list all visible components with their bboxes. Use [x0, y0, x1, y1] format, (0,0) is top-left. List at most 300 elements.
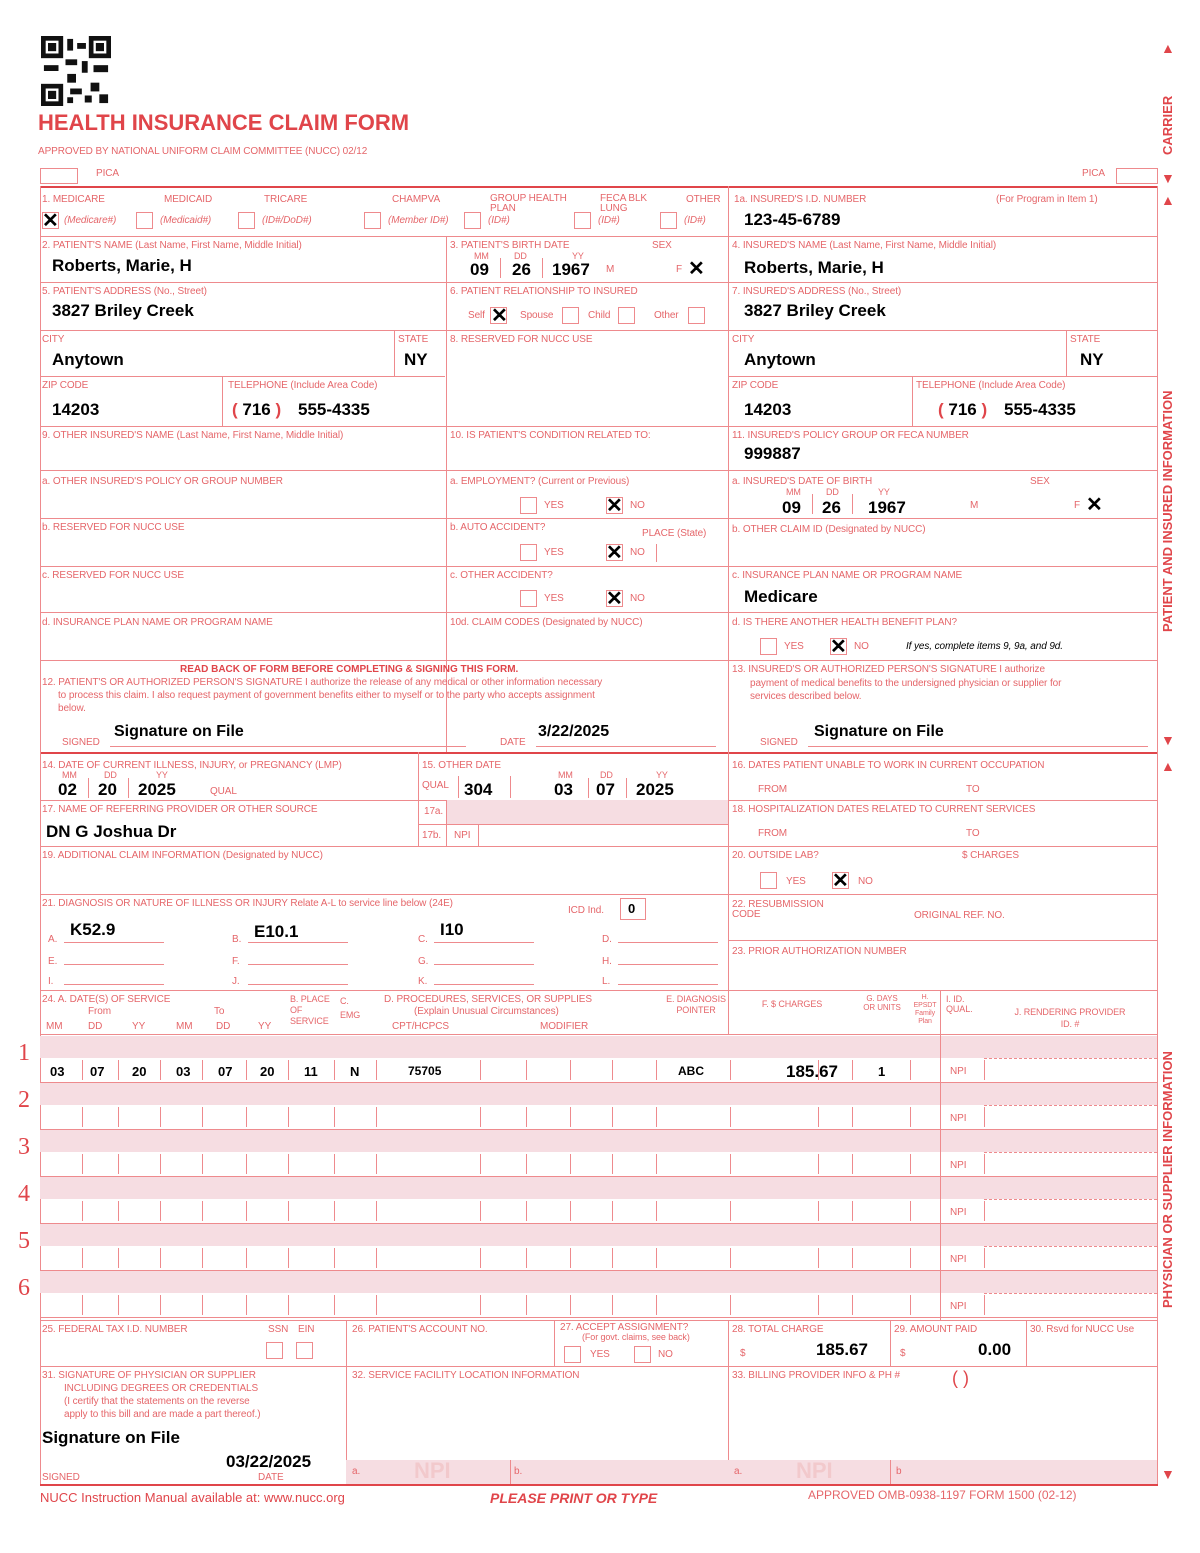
rule: [88, 778, 89, 798]
patient-arrow-down-icon: ▼: [1161, 732, 1175, 748]
line1-place-of-service[interactable]: 11: [304, 1064, 318, 1079]
service-line-shaded-row: [40, 1130, 1157, 1152]
rule: [202, 1295, 203, 1315]
box10a-label: a. EMPLOYMENT? (Current or Previous): [450, 476, 630, 487]
referring-provider-value[interactable]: DN G Joshua Dr: [46, 822, 177, 841]
bottom-rule: [40, 1484, 1158, 1486]
patient-name-value[interactable]: Roberts, Marie, H: [52, 256, 192, 275]
illness-dd[interactable]: 20: [98, 780, 117, 799]
box33-label: 33. BILLING PROVIDER INFO & PH #: [732, 1370, 900, 1381]
box11d-note: If yes, complete items 9, 9a, and 9d.: [906, 641, 1063, 652]
patient-zip-value[interactable]: 14203: [52, 400, 100, 419]
box25-label: 25. FEDERAL TAX I.D. NUMBER: [42, 1324, 188, 1335]
rule: [334, 1107, 335, 1127]
box1-feca-label: FECA BLK LUNG: [600, 193, 647, 214]
rule: [526, 1107, 527, 1127]
rule: [118, 1295, 119, 1315]
box24e-header: E. DIAGNOSIS POINTER: [666, 994, 726, 1015]
rule: [458, 776, 459, 798]
modifier-label: MODIFIER: [540, 1021, 589, 1032]
from-label: FROM: [758, 828, 788, 839]
rule: [40, 846, 1158, 847]
diagnosis-field-line[interactable]: [248, 984, 348, 985]
pica-left: PICA: [96, 168, 119, 179]
yes-label: YES: [544, 547, 564, 558]
birth-yy[interactable]: 1967: [552, 260, 590, 279]
rule: [246, 1201, 247, 1221]
box13-text: services described below.: [750, 691, 862, 702]
rule: [500, 258, 501, 278]
outside-lab-yes-checkbox[interactable]: [760, 872, 777, 889]
other-date-yy[interactable]: 2025: [636, 780, 674, 799]
rule: [418, 824, 728, 825]
line1-units[interactable]: 1: [878, 1064, 886, 1079]
rule: [82, 1107, 83, 1127]
physician-signature-date[interactable]: 03/22/2025: [226, 1452, 312, 1471]
charges-label: $ CHARGES: [962, 850, 1019, 861]
dd-label: DD: [216, 1021, 231, 1032]
pica-right: PICA: [1082, 168, 1105, 179]
rule: [1157, 186, 1158, 1484]
patient-signature-date[interactable]: 3/22/2025: [538, 723, 610, 740]
zip-label: ZIP CODE: [42, 380, 89, 391]
patient-state-value[interactable]: NY: [404, 350, 428, 369]
rule: [570, 1201, 571, 1221]
place-label: PLACE (State): [642, 528, 707, 539]
box10d-label: 10d. CLAIM CODES (Designated by NUCC): [450, 617, 643, 628]
diagnosis-field-line[interactable]: [434, 984, 534, 985]
insured-name-value[interactable]: Roberts, Marie, H: [744, 258, 884, 277]
ssn-checkbox[interactable]: [266, 1342, 283, 1359]
rule: [536, 746, 716, 747]
box33-phone-parens: ( ): [952, 1368, 969, 1388]
rule: [40, 1366, 1158, 1367]
rule: [82, 1295, 83, 1315]
box1-other-label: OTHER: [686, 194, 721, 205]
npi-label: NPI: [950, 1254, 967, 1265]
box24j-header: J. RENDERING PROVIDER ID. #: [1014, 1007, 1126, 1029]
rule: [984, 1058, 1157, 1059]
rule: [110, 746, 466, 747]
mid-rule: [40, 752, 1158, 754]
other-date-dd[interactable]: 07: [596, 780, 615, 799]
medicaid-checkbox[interactable]: [136, 212, 153, 229]
patient-address-value[interactable]: 3827 Briley Creek: [52, 301, 194, 320]
box11a-label: a. INSURED'S DATE OF BIRTH: [732, 476, 873, 487]
rule: [984, 1295, 985, 1315]
rule: [202, 1201, 203, 1221]
diagnosis-field-line[interactable]: [248, 964, 348, 965]
npi-label: NPI: [950, 1113, 967, 1124]
rule: [246, 1107, 247, 1127]
orig-ref-label: ORIGINAL REF. NO.: [914, 910, 1005, 921]
dd-label: DD: [826, 487, 839, 497]
box32b-label: b.: [514, 1466, 523, 1477]
rule: [480, 1201, 481, 1221]
diagnosis-letter: J.: [232, 976, 240, 987]
dollar-sign: $: [740, 1348, 746, 1359]
rule: [40, 376, 445, 377]
rule: [626, 778, 627, 798]
insured-birth-mm[interactable]: 09: [782, 498, 801, 517]
rule: [376, 1248, 377, 1268]
paren: (: [232, 400, 243, 419]
patient-phone-value[interactable]: 555-4335: [298, 400, 370, 419]
rel-spouse-label: Spouse: [520, 310, 554, 321]
line1-charges[interactable]: 185.67: [786, 1062, 838, 1081]
diagnosis-c[interactable]: I10: [440, 920, 464, 939]
rule: [912, 376, 913, 426]
box24h-header: H. EPSDT Family Plan: [913, 994, 937, 1025]
rule: [446, 800, 447, 846]
diagnosis-field-line[interactable]: [618, 984, 718, 985]
rule: [246, 1154, 247, 1174]
yy-label: YY: [156, 770, 168, 780]
area-code: 716: [242, 400, 271, 419]
box10-label: 10. IS PATIENT'S CONDITION RELATED TO:: [450, 430, 651, 441]
birth-mm[interactable]: 09: [470, 260, 489, 279]
box14-label: 14. DATE OF CURRENT ILLNESS, INJURY, or PREGNANCY (LMP): [42, 760, 342, 771]
sex-m-label: M: [970, 500, 979, 511]
auto-yes-checkbox[interactable]: [520, 544, 537, 561]
insurance-plan-value[interactable]: Medicare: [744, 587, 818, 606]
yes-label: YES: [544, 593, 564, 604]
from-label: From: [88, 1006, 111, 1017]
diagnosis-letter: I.: [48, 976, 54, 987]
rule: [940, 990, 941, 1320]
service-line-shaded-row: [40, 1036, 1157, 1058]
rule: [984, 1199, 1157, 1200]
signed-label: SIGNED: [42, 1472, 80, 1483]
npi-label: NPI: [950, 1160, 967, 1171]
qual-label: QUAL: [422, 780, 449, 791]
box20-label: 20. OUTSIDE LAB?: [732, 850, 819, 861]
box1-sub: (ID#/DoD#): [262, 215, 312, 226]
diagnosis-letter: H.: [602, 956, 612, 967]
rule: [656, 1248, 657, 1268]
line1-from-dd[interactable]: 07: [90, 1064, 105, 1079]
box1-sub: (Medicare#): [64, 215, 117, 226]
box5-label: 5. PATIENT'S ADDRESS (No., Street): [42, 286, 207, 297]
box32-npi-band: [346, 1460, 728, 1484]
birth-dd[interactable]: 26: [512, 260, 531, 279]
illness-yy[interactable]: 2025: [138, 780, 176, 799]
icd-ind-value[interactable]: 0: [628, 901, 636, 916]
other-plan-yes-checkbox[interactable]: [760, 638, 777, 655]
rule: [394, 330, 395, 376]
insured-zip-value[interactable]: 14203: [744, 400, 792, 419]
rule: [222, 376, 223, 426]
rule: [852, 1154, 853, 1174]
place-state-input[interactable]: [656, 544, 707, 562]
box12-text: below.: [58, 703, 86, 714]
rule: [376, 1060, 377, 1080]
rel-child-checkbox[interactable]: [618, 307, 635, 324]
side-patient: PATIENT AND INSURED INFORMATION: [1160, 390, 1175, 632]
amount-paid-value[interactable]: 0.00: [978, 1340, 1012, 1359]
diagnosis-field-line[interactable]: [64, 984, 164, 985]
box3-label: 3. PATIENT'S BIRTH DATE: [450, 240, 570, 251]
rule: [818, 1248, 819, 1268]
signed-label: SIGNED: [62, 737, 100, 748]
rule: [40, 330, 1158, 331]
rule: [510, 1460, 511, 1484]
line1-from-mm[interactable]: 03: [50, 1064, 65, 1079]
rule: [984, 1293, 1157, 1294]
box9c-label: c. RESERVED FOR NUCC USE: [42, 570, 184, 581]
line1-to-mm[interactable]: 03: [176, 1064, 191, 1079]
box1-sub: (Member ID#): [388, 215, 449, 226]
date-label: DATE: [258, 1472, 284, 1483]
rule: [40, 990, 1158, 991]
rule: [40, 566, 1158, 567]
tricare-checkbox[interactable]: [238, 212, 255, 229]
line1-to-yy[interactable]: 20: [260, 1064, 275, 1079]
dollar-sign: $: [900, 1348, 906, 1359]
rule: [728, 940, 1158, 941]
outside-lab-no-check-mark: ✕: [832, 870, 849, 892]
box24d-sub: (Explain Unusual Circumstances): [414, 1006, 559, 1017]
illness-mm[interactable]: 02: [58, 780, 77, 799]
rule: [376, 1107, 377, 1127]
diagnosis-a[interactable]: K52.9: [70, 920, 116, 939]
box31-text: INCLUDING DEGREES OR CREDENTIALS: [64, 1383, 259, 1394]
box9b-label: b. RESERVED FOR NUCC USE: [42, 522, 185, 533]
rule: [656, 1154, 657, 1174]
dd-label: DD: [88, 1021, 103, 1032]
diagnosis-field-line[interactable]: [618, 942, 718, 943]
sex-m-label: M: [606, 264, 615, 275]
npi-label: NPI: [950, 1301, 967, 1312]
box9d-label: d. INSURANCE PLAN NAME OR PROGRAM NAME: [42, 617, 273, 628]
box1-champva-label: CHAMPVA: [392, 194, 441, 205]
box9a-label: a. OTHER INSURED'S POLICY OR GROUP NUMBER: [42, 476, 283, 487]
rule: [526, 1060, 527, 1080]
rule: [40, 470, 1158, 471]
rel-other-checkbox[interactable]: [688, 307, 705, 324]
rule: [852, 1201, 853, 1221]
employment-no-check-mark: ✕: [606, 495, 623, 517]
qr-code: [40, 36, 112, 106]
box16-label: 16. DATES PATIENT UNABLE TO WORK IN CURRENT OCCUPATION: [732, 760, 1045, 771]
assignment-no-checkbox[interactable]: [634, 1346, 651, 1363]
rule: [1026, 1320, 1027, 1366]
insured-state-value[interactable]: NY: [1080, 350, 1104, 369]
rule: [730, 1295, 731, 1315]
assignment-yes-checkbox[interactable]: [564, 1346, 581, 1363]
rule: [728, 752, 729, 1034]
diagnosis-b[interactable]: E10.1: [254, 922, 299, 941]
box10c-label: c. OTHER ACCIDENT?: [450, 570, 553, 581]
diagnosis-letter: A.: [48, 934, 58, 945]
rule: [160, 1060, 161, 1080]
rel-spouse-checkbox[interactable]: [562, 307, 579, 324]
rule: [852, 1295, 853, 1315]
rule: [984, 1107, 985, 1127]
diagnosis-field-line[interactable]: [434, 942, 534, 943]
box13-text: 13. INSURED'S OR AUTHORIZED PERSON'S SIGNATURE I authorize: [732, 664, 1045, 675]
mm-label: MM: [558, 770, 573, 780]
box15-label: 15. OTHER DATE: [422, 760, 501, 771]
rule: [612, 1201, 613, 1221]
rule: [612, 1107, 613, 1127]
feca-checkbox[interactable]: [574, 212, 591, 229]
rule: [656, 1107, 657, 1127]
box7-label: 7. INSURED'S ADDRESS (No., Street): [732, 286, 902, 297]
rule: [542, 258, 543, 278]
policy-group-value[interactable]: 999887: [744, 444, 801, 463]
state-label: STATE: [1070, 334, 1101, 345]
ein-checkbox[interactable]: [296, 1342, 313, 1359]
side-carrier: CARRIER: [1160, 95, 1175, 155]
employment-yes-checkbox[interactable]: [520, 497, 537, 514]
insured-sex-f-check-mark[interactable]: ✕: [1086, 494, 1103, 516]
group-checkbox[interactable]: [464, 212, 481, 229]
yy-label: YY: [656, 770, 668, 780]
rule: [570, 1248, 571, 1268]
carrier-arrow-icon: ▲: [1161, 40, 1175, 56]
rule: [376, 1295, 377, 1315]
box26-label: 26. PATIENT'S ACCOUNT NO.: [352, 1324, 488, 1335]
box28-label: 28. TOTAL CHARGE: [732, 1324, 824, 1335]
diagnosis-letter: C.: [418, 934, 428, 945]
rel-self-label: Self: [468, 310, 485, 321]
rule: [984, 1201, 985, 1221]
rule: [288, 1154, 289, 1174]
top-rule: [40, 186, 1158, 188]
city-label: CITY: [42, 334, 65, 345]
total-charge-value[interactable]: 185.67: [816, 1340, 868, 1359]
mm-label: MM: [786, 487, 801, 497]
box11c-label: c. INSURANCE PLAN NAME OR PROGRAM NAME: [732, 570, 963, 581]
pica-left-box: [40, 168, 78, 184]
rule: [334, 1248, 335, 1268]
service-line-number: 5: [18, 1228, 30, 1254]
dd-label: DD: [514, 251, 527, 261]
state-label: STATE: [398, 334, 429, 345]
line1-cpt[interactable]: 75705: [408, 1064, 442, 1078]
patient-signature-value[interactable]: Signature on File: [114, 723, 244, 740]
box22-label: 22. RESUBMISSION CODE: [732, 899, 824, 920]
rule: [612, 1248, 613, 1268]
rule: [480, 1107, 481, 1127]
phone-label: TELEPHONE (Include Area Code): [916, 380, 1066, 391]
diagnosis-field-line[interactable]: [64, 942, 164, 943]
yes-label: YES: [784, 641, 804, 652]
rule: [730, 1248, 731, 1268]
line1-to-dd[interactable]: 07: [218, 1064, 233, 1079]
ssn-label: SSN: [268, 1324, 289, 1335]
insured-phone-value[interactable]: 555-4335: [1004, 400, 1076, 419]
champva-checkbox[interactable]: [364, 212, 381, 229]
approved-text: APPROVED BY NATIONAL UNIFORM CLAIM COMMITTEE (NUCC) 02/12: [38, 146, 368, 157]
diagnosis-field-line[interactable]: [248, 942, 348, 943]
diagnosis-field-line[interactable]: [64, 964, 164, 965]
rule: [40, 1320, 1158, 1321]
rule: [334, 1060, 335, 1080]
patient-area-code[interactable]: [232, 400, 281, 420]
line1-from-yy[interactable]: 20: [132, 1064, 147, 1079]
diagnosis-letter: F.: [232, 956, 240, 967]
rule: [818, 1201, 819, 1221]
insured-id-value[interactable]: 123-45-6789: [744, 210, 841, 229]
no-label: NO: [658, 1349, 673, 1360]
rule: [288, 1107, 289, 1127]
physician-signature-value[interactable]: Signature on File: [42, 1428, 180, 1447]
paren: ): [270, 400, 282, 419]
other-checkbox[interactable]: [660, 212, 677, 229]
insured-birth-yy[interactable]: 1967: [868, 498, 906, 517]
insured-city-value[interactable]: Anytown: [744, 350, 816, 369]
rule: [818, 1154, 819, 1174]
diagnosis-field-line[interactable]: [434, 964, 534, 965]
city-label: CITY: [732, 334, 755, 345]
rule: [728, 186, 729, 752]
sex-f-check-mark[interactable]: ✕: [688, 258, 705, 280]
rule: [288, 1248, 289, 1268]
service-line-shaded-row: [40, 1177, 1157, 1199]
rule: [570, 1154, 571, 1174]
box27-note: (For govt. claims, see back): [582, 1332, 690, 1342]
rule: [984, 1246, 1157, 1247]
area-code: 716: [948, 400, 977, 419]
no-label: NO: [630, 593, 645, 604]
insured-area-code[interactable]: [938, 400, 987, 420]
other-date-qual[interactable]: 304: [464, 780, 493, 799]
insured-signature-value[interactable]: Signature on File: [814, 723, 944, 740]
box2-label: 2. PATIENT'S NAME (Last Name, First Name, Middle Initial): [42, 240, 302, 251]
insured-address-value[interactable]: 3827 Briley Creek: [744, 301, 886, 320]
rule: [334, 1201, 335, 1221]
rule: [570, 1295, 571, 1315]
yes-label: YES: [590, 1349, 610, 1360]
box30-label: 30. Rsvd for NUCC Use: [1030, 1324, 1135, 1335]
icd-ind-label: ICD Ind.: [568, 905, 604, 916]
rule: [40, 426, 1158, 427]
box13-text: payment of medical benefits to the undersigned physician or supplier for: [750, 678, 1062, 689]
dd-label: DD: [104, 770, 117, 780]
diagnosis-letter: E.: [48, 956, 58, 967]
side-physician: PHYSICIAN OR SUPPLIER INFORMATION: [1160, 1051, 1175, 1308]
other-date-mm[interactable]: 03: [554, 780, 573, 799]
box1a-label: 1a. INSURED'S I.D. NUMBER: [734, 194, 867, 205]
other-accident-yes-checkbox[interactable]: [520, 590, 537, 607]
to-label: To: [214, 1006, 225, 1017]
rule: [288, 1060, 289, 1080]
mm-label: MM: [474, 251, 489, 261]
box31-text: 31. SIGNATURE OF PHYSICIAN OR SUPPLIER: [42, 1370, 256, 1381]
to-label: TO: [966, 828, 980, 839]
rule: [160, 1295, 161, 1315]
diagnosis-field-line[interactable]: [618, 964, 718, 965]
rule: [334, 1154, 335, 1174]
footer-right: APPROVED OMB-0938-1197 FORM 1500 (02-12): [808, 1488, 1077, 1502]
patient-city-value[interactable]: Anytown: [52, 350, 124, 369]
box11d-label: d. IS THERE ANOTHER HEALTH BENEFIT PLAN?: [732, 617, 957, 628]
carrier-arrow-down-icon: ▼: [1161, 170, 1175, 186]
rule: [40, 1317, 1157, 1318]
box17a-label: 17a.: [424, 806, 444, 817]
insured-birth-dd[interactable]: 26: [822, 498, 841, 517]
line1-diagnosis-pointer[interactable]: ABC: [678, 1064, 704, 1078]
rule: [376, 1201, 377, 1221]
box31-text: apply to this bill and are made a part thereof.): [64, 1409, 261, 1420]
npi-label: NPI: [454, 830, 471, 841]
rule: [82, 1248, 83, 1268]
line1-emg[interactable]: N: [350, 1064, 360, 1079]
npi-label: NPI: [950, 1207, 967, 1218]
form-title: HEALTH INSURANCE CLAIM FORM: [38, 110, 410, 135]
